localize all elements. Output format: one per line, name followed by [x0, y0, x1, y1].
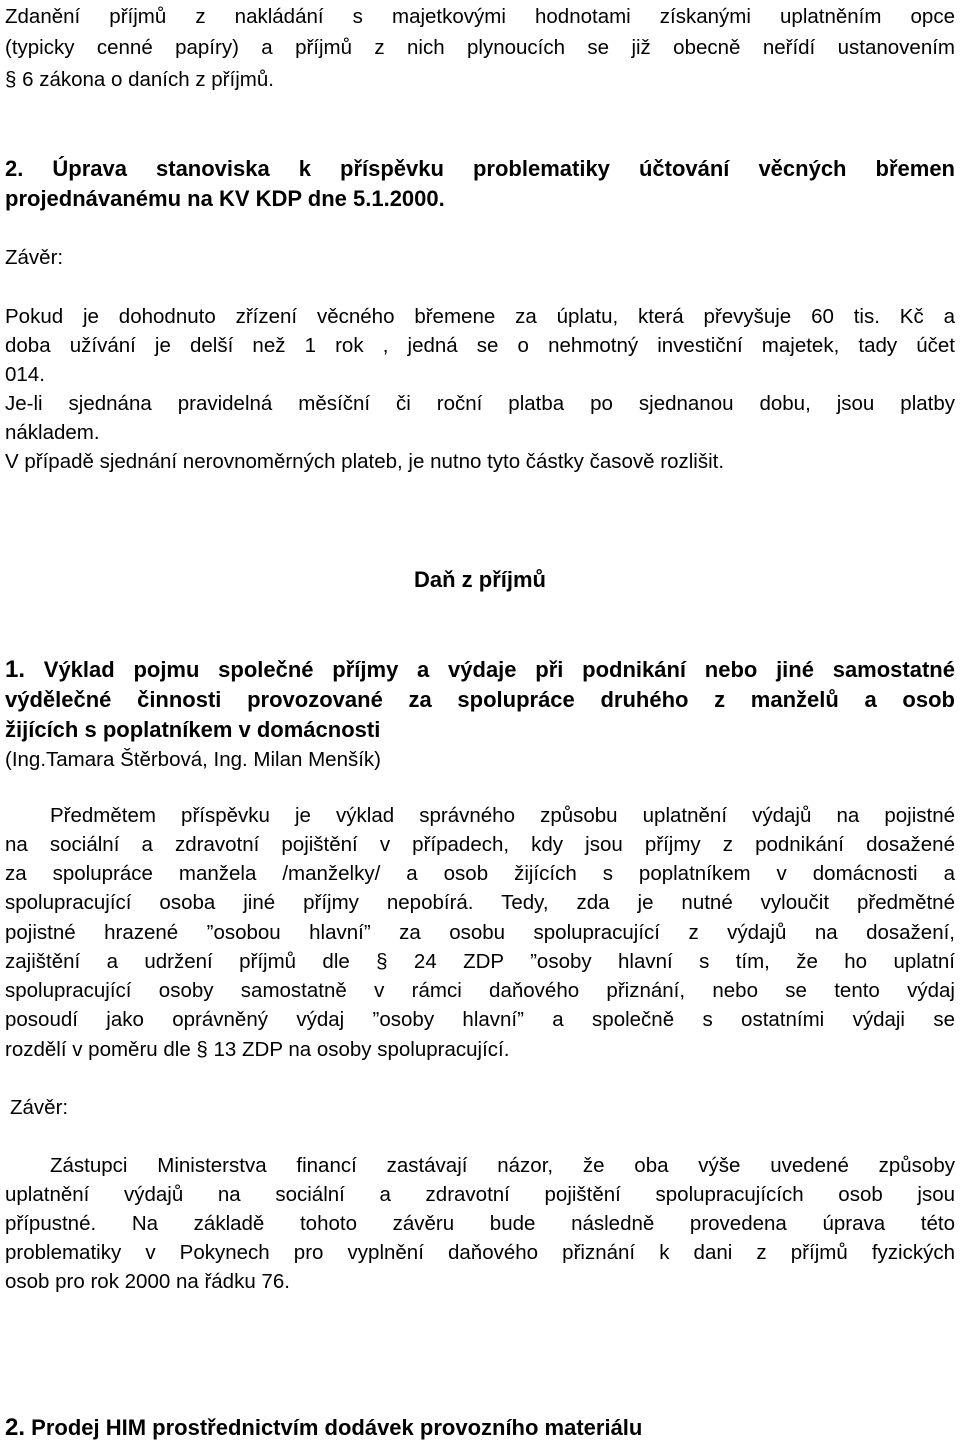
item1-title-line-1-text: Výklad pojmu společné příjmy a výdaje při podnikání nebo jiné samostatné [43, 657, 955, 682]
item1-title-line-2: výdělečné činnosti provozované za spolupráce druhého z manželů a osob [5, 687, 955, 712]
item1-authors: (Ing.Tamara Štěrbová, Ing. Milan Menšík) [5, 748, 381, 771]
tax-heading: Daň z příjmů [413, 567, 546, 592]
section2-conclusion-label: Závěr: [5, 246, 64, 269]
section2-title-line-2: projednávanému na KV KDP dne 5.1.2000. [5, 186, 445, 211]
item1-body-line-3: za spolupráce manžela /manželky/ a osob žijících s poplatníkem v domácnosti a [5, 862, 955, 885]
item1-title-line-3: žijících s poplatníkem v domácnosti [5, 717, 381, 742]
item1-conclusion-line-4: problematiky v Pokynech pro vyplnění daňového přiznání k dani z příjmů fyzických [5, 1241, 955, 1264]
section2-line-6: V případě sjednání nerovnoměrných plateb, je nutno tyto částky časově rozlišit. [5, 450, 725, 473]
section2-line-1: Pokud je dohodnuto zřízení věcného břemene za úplatu, která převyšuje 60 tis. Kč a [5, 305, 955, 328]
item1-body-line-6: zajištění a udržení příjmů dle § 24 ZDP ”osoby hlavní s tím, že ho uplatní [5, 950, 955, 973]
item1-body-line-1: Předmětem příspěvku je výklad správného způsobu uplatnění výdajů na pojistné [50, 804, 955, 827]
section2-line-2: doba užívání je delší než 1 rok , jedná se o nehmotný investiční majetek, tady účet [5, 334, 955, 357]
item1-title-line-1 [5, 655, 955, 684]
item1-conclusion-label: Závěr: [10, 1096, 69, 1119]
item1-body-line-2: na sociální a zdravotní pojištění v případech, kdy jsou příjmy z podnikání dosažené [5, 833, 955, 856]
item2-title [5, 1413, 955, 1442]
section2-line-3: 014. [5, 363, 45, 386]
intro-line-1: Zdanění příjmů z nakládání s majetkovými hodnotami získanými uplatněním opce [5, 5, 955, 28]
item1-body-line-5: pojistné hrazené ”osobou hlavní” za osobu spolupracující z výdajů na dosažení, [5, 921, 955, 944]
item1-body-line-8: posoudí jako oprávněný výdaj ”osoby hlavní” a společně s ostatními výdaji se [5, 1008, 955, 1031]
item1-body-line-7: spolupracující osoby samostatně v rámci daňového přiznání, nebo se tento výdaj [5, 979, 955, 1002]
item1-conclusion-line-2: uplatnění výdajů na sociální a zdravotní pojištění spolupracujících osob jsou [5, 1183, 955, 1206]
section2-line-5: nákladem. [5, 421, 100, 444]
item1-conclusion-line-1: Zástupci Ministerstva financí zastávají názor, že oba výše uvedené způsoby [50, 1154, 955, 1177]
item1-number: 1. [5, 656, 26, 683]
intro-line-3: § 6 zákona o daních z příjmů. [5, 68, 274, 91]
item1-body-line-9: rozdělí v poměru dle § 13 ZDP na osoby spolupracující. [5, 1038, 510, 1061]
section2-title-line-1: 2. Úprava stanoviska k příspěvku problematiky účtování věcných břemen [5, 156, 955, 181]
item2-title-text: Prodej HIM prostřednictvím dodávek provozního materiálu [31, 1415, 643, 1440]
item1-body-line-4: spolupracující osoba jiné příjmy nepobírá. Tedy, zda je nutné vyloučit předmětné [5, 891, 955, 914]
item1-conclusion-line-5: osob pro rok 2000 na řádku 76. [5, 1270, 290, 1293]
item2-number: 2. [5, 1414, 26, 1441]
section2-line-4: Je-li sjednána pravidelná měsíční či roční platba po sjednanou dobu, jsou platby [5, 392, 955, 415]
item1-conclusion-line-3: přípustné. Na základě tohoto závěru bude následně provedena úprava této [5, 1212, 955, 1235]
intro-line-2: (typicky cenné papíry) a příjmů z nich plynoucích se již obecně neřídí ustanovením [5, 36, 955, 59]
